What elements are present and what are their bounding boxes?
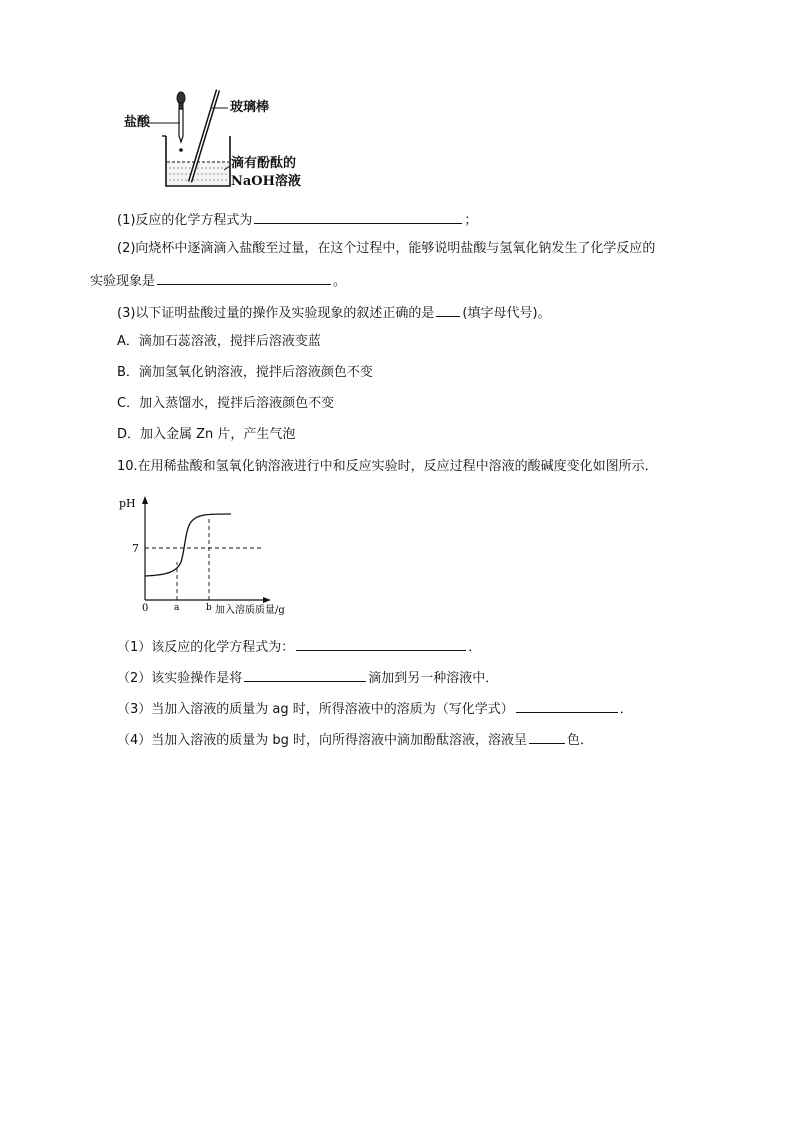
option-b: B．滴加氢氧化钠溶液，搅拌后溶液颜色不变 bbox=[117, 365, 373, 380]
answer-blank[interactable] bbox=[296, 636, 466, 651]
answer-blank[interactable] bbox=[516, 698, 618, 713]
q10-part1-end: ． bbox=[468, 640, 482, 655]
option-c: C．加入蒸馏水，搅拌后溶液颜色不变 bbox=[117, 396, 335, 411]
label-solution-line1: 滴有酚酞的 bbox=[231, 156, 297, 171]
answer-blank[interactable] bbox=[436, 302, 460, 317]
q10-part3-end: ． bbox=[619, 702, 633, 717]
answer-blank[interactable] bbox=[529, 729, 565, 744]
q9-part2-text: 实验现象是 bbox=[90, 274, 156, 289]
q9-part1 bbox=[117, 209, 477, 230]
option-d: D．加入金属 Zn 片，产生气泡 bbox=[117, 427, 296, 442]
q10-part2 bbox=[117, 667, 498, 688]
x-marker-b: b bbox=[206, 603, 212, 613]
ph-chart bbox=[115, 490, 315, 618]
q10-part2-end: 滴加到另一种溶液中． bbox=[368, 671, 499, 686]
y-axis-arrow bbox=[142, 496, 148, 504]
q10-part3-text: （3）当加入溶液的质量为 ag 时，所得溶液中的溶质为（写化学式） bbox=[117, 702, 514, 717]
q9-part2-line1: (2)向烧杯中逐滴滴入盐酸至过量，在这个过程中，能够说明盐酸与氢氧化钠发生了化学反应的 bbox=[117, 241, 656, 256]
option-a: A．滴加石蕊溶液，搅拌后溶液变蓝 bbox=[117, 334, 321, 349]
y-axis-label: pH bbox=[119, 497, 136, 510]
answer-blank[interactable] bbox=[157, 270, 331, 285]
label-glass-rod: 玻璃棒 bbox=[230, 100, 270, 115]
q10-part4 bbox=[117, 729, 593, 750]
x-axis-label: 加入溶质质量/g bbox=[215, 605, 285, 616]
q9-part1-text: (1)反应的化学方程式为 bbox=[117, 213, 253, 228]
q10-part2-text: （2）该实验操作是将 bbox=[117, 671, 243, 686]
q10-part1 bbox=[117, 636, 481, 657]
q10-part4-text: （4）当加入溶液的质量为 bg 时，向所得溶液中滴加酚酞溶液，溶液呈 bbox=[117, 733, 528, 748]
q9-part2-end: 。 bbox=[333, 274, 347, 289]
ph-curve bbox=[145, 514, 231, 576]
answer-blank[interactable] bbox=[244, 667, 366, 682]
x-marker-a: a bbox=[174, 603, 180, 613]
q9-part3-end: (填字母代号)。 bbox=[462, 306, 551, 321]
dropper bbox=[177, 92, 185, 142]
solution-liquid bbox=[167, 162, 229, 185]
q9-part1-end: ； bbox=[464, 213, 478, 228]
label-hydrochloric-acid: 盐酸 bbox=[124, 115, 151, 130]
x-axis-arrow bbox=[263, 597, 271, 603]
q10-part3 bbox=[117, 698, 633, 719]
q9-part2-line2 bbox=[90, 270, 346, 291]
y-tick-7: 7 bbox=[132, 542, 139, 555]
q10-stem: 10.在用稀盐酸和氢氧化钠溶液进行中和反应实验时，反应过程中溶液的酸碱度变化如图所示． bbox=[117, 459, 658, 474]
q9-part3 bbox=[117, 302, 551, 323]
q10-part1-text: （1）该反应的化学方程式为： bbox=[117, 640, 295, 655]
label-solution-line2: NaOH溶液 bbox=[231, 174, 301, 189]
answer-blank[interactable] bbox=[254, 209, 462, 224]
origin-label: 0 bbox=[142, 603, 149, 614]
q9-part3-text: (3)以下证明盐酸过量的操作及实验现象的叙述正确的是 bbox=[117, 306, 435, 321]
q10-part4-end: 色． bbox=[567, 733, 594, 748]
